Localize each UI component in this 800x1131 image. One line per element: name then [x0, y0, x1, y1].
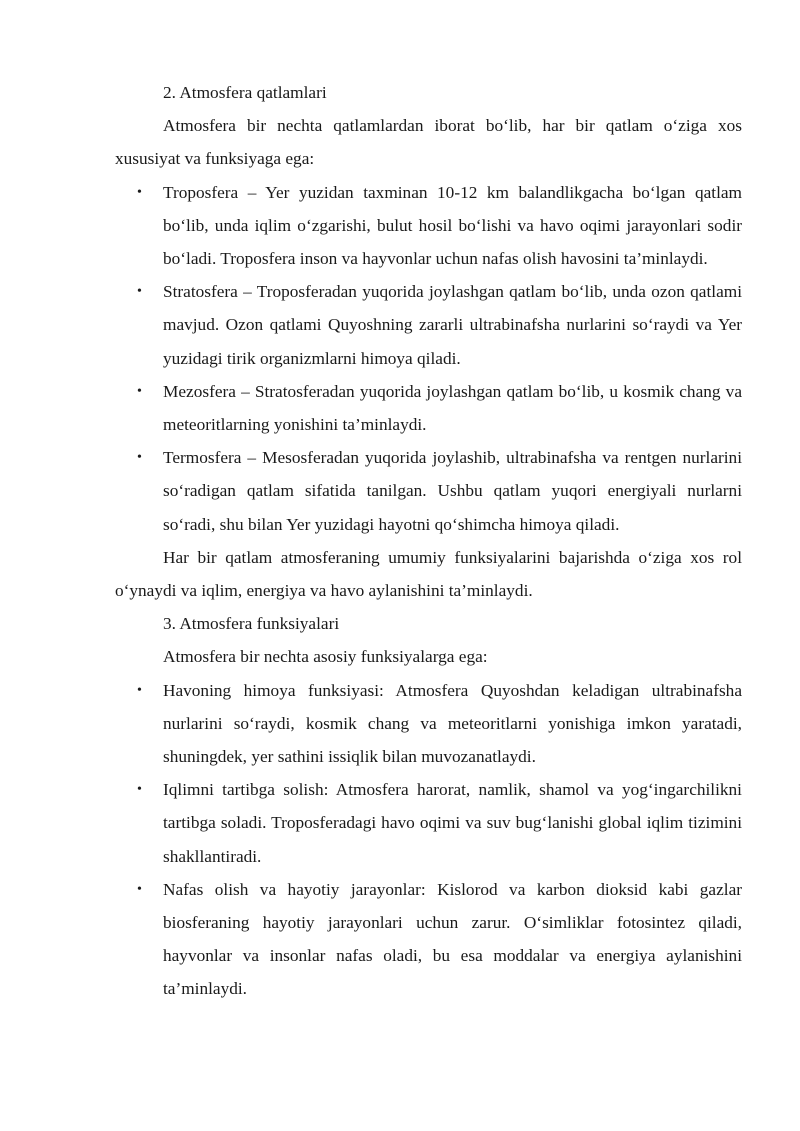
document-page	[115, 76, 742, 1006]
list-item: • Nafas olish va hayotiy jarayonlar: Kislorod va karbon dioksid kabi gazlar biosferaning hayotiy jarayonlari uchun zarur. O‘simliklar fotosintez qiladi, hayvonlar va insonlar nafas oladi, bu esa moddalar va energiya aylanishini ta’minlaydi.	[115, 873, 742, 1006]
bullet-icon: •	[137, 881, 142, 897]
list-item: • Termosfera – Mesosferadan yuqorida joylashib, ultrabinafsha va rentgen nurlarini so‘radigan qatlam sifatida tanilgan. Ushbu qatlam yuqori energiyali nurlarni so‘radi, shu bilan Yer yuzidagi hayotni qo‘shimcha himoya qiladi.	[115, 441, 742, 541]
bullet-icon: •	[137, 782, 142, 798]
section-3-intro: Atmosfera bir nechta asosiy funksiyalarga ega:	[163, 647, 488, 667]
list-item: • Havoning himoya funksiyasi: Atmosfera Quyoshdan keladigan ultrabinafsha nurlarini so‘raydi, kosmik chang va meteoritlarni yonishiga imkon yaratadi, shuningdek, yer sathini issiqlik bilan muvozanatlaydi.	[115, 674, 742, 774]
section-2-heading: 2. Atmosfera qatlamlari	[163, 83, 327, 102]
list-item: • Iqlimni tartibga solish: Atmosfera harorat, namlik, shamol va yog‘ingarchilikni tartibga soladi. Troposferadagi havo oqimi va suv bug‘lanishi global iqlim tizimini shakllantiradi.	[115, 773, 742, 873]
atmosphere-layers-list	[115, 176, 742, 541]
bullet-icon: •	[137, 682, 142, 698]
atmosphere-functions-list	[115, 674, 742, 1006]
list-item: • Troposfera – Yer yuzidan taxminan 10-12 km balandlikgacha bo‘lgan qatlam bo‘lib, unda iqlim o‘zgarishi, bulut hosil bo‘lishi va havo oqimi jarayonlari sodir bo‘ladi. Troposfera inson va hayvonlar uchun nafas olish havosini ta’minlaydi.	[115, 176, 742, 276]
list-item: • Stratosfera – Troposferadan yuqorida joylashgan qatlam bo‘lib, unda ozon qatlami mavjud. Ozon qatlami Quyoshning zararli ultrabinafsha nurlarini so‘raydi va Yer yuzidagi tirik organizmlarni himoya qiladi.	[115, 275, 742, 375]
bullet-icon: •	[137, 383, 142, 399]
section-2-conclusion: Har bir qatlam atmosferaning umumiy funksiyalarini bajarishda o‘ziga xos rol o‘ynaydi va iqlim, energiya va havo aylanishini ta’minlaydi.	[115, 547, 742, 601]
list-item: • Mezosfera – Stratosferadan yuqorida joylashgan qatlam bo‘lib, u kosmik chang va meteoritlarning yonishini ta’minlaydi.	[115, 375, 742, 441]
section-3-heading: 3. Atmosfera funksiyalari	[163, 614, 340, 634]
bullet-icon: •	[137, 284, 142, 300]
bullet-icon: •	[137, 450, 142, 466]
section-2-intro: Atmosfera bir nechta qatlamlardan iborat bo‘lib, har bir qatlam o‘ziga xos xususiyat va funksiyaga ega:	[115, 116, 742, 169]
bullet-icon: •	[137, 184, 142, 200]
